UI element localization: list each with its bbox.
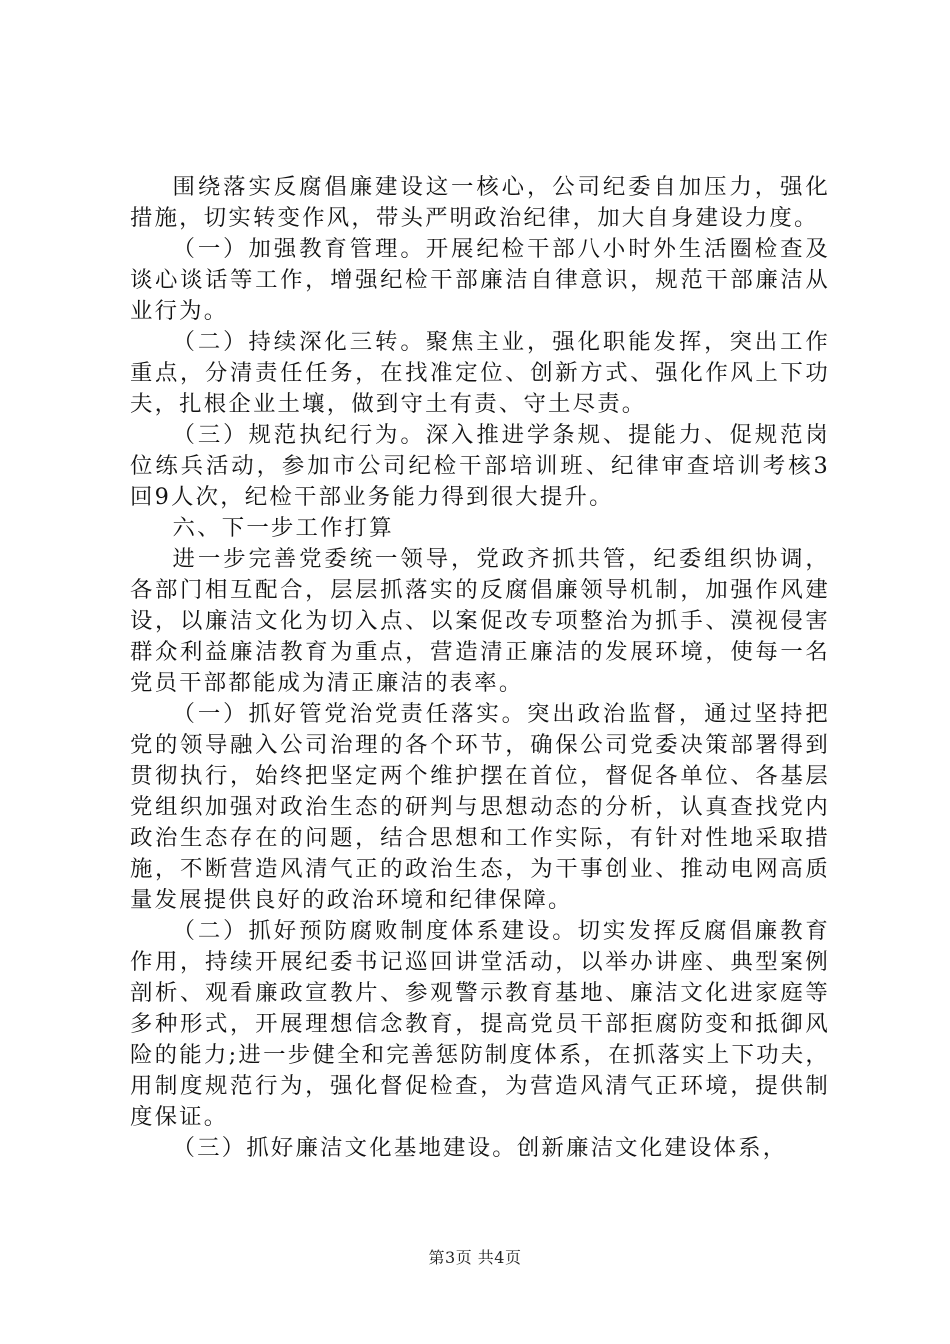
paragraph-three-transformations: （二）持续深化三转。聚焦主业，强化职能发挥，突出工作重点，分清责任任务，在找准定位、创新方式、强化作风上下功夫，扎根企业土壤，做到守土有责、守土尽责。 bbox=[130, 329, 830, 417]
document-body bbox=[130, 172, 830, 1164]
paragraph-intro: 围绕落实反腐倡廉建设这一核心，公司纪委自加压力，强化措施，切实转变作风，带头严明政治纪律，加大自身建设力度。 bbox=[130, 174, 830, 231]
paragraph-party-responsibility: （一）抓好管党治党责任落实。突出政治监督，通过坚持把党的领导融入公司治理的各个环节，确保公司党委决策部署得到贯彻执行，始终把坚定两个维护摆在首位，督促各单位、各基层党组织加强对政治生态的研判与思想动态的分析，认真查找党内政治生态存在的问题，结合思想和工作实际，有针对性地采取措施，不断营造风清气正的政治生态，为干事创业、推动电网高质量发展提供良好的政治环境和纪律保障。 bbox=[130, 701, 830, 913]
page-number-footer: 第3页 共4页 bbox=[428, 1248, 522, 1267]
paragraph-education-management: （一）加强教育管理。开展纪检干部八小时外生活圈检查及谈心谈话等工作，增强纪检干部廉洁自律意识，规范干部廉洁从业行为。 bbox=[130, 236, 830, 324]
paragraph-integrity-culture: （三）抓好廉洁文化基地建设。创新廉洁文化建设体系， bbox=[172, 1135, 788, 1161]
paragraph-discipline-conduct: （三）规范执纪行为。深入推进学条规、提能力、促规范岗位练兵活动，参加市公司纪检干部培训班、纪律审查培训考核3回9人次，纪检干部业务能力得到很大提升。 bbox=[130, 422, 830, 510]
paragraph-next-steps-overview: 进一步完善党委统一领导，党政齐抓共管，纪委组织协调，各部门相互配合，层层抓落实的反腐倡廉领导机制，加强作风建设，以廉洁文化为切入点、以案促改专项整治为抓手、漠视侵害群众利益廉洁教育为重点，营造清正廉洁的发展环境，使每一名党员干部都能成为清正廉洁的表率。 bbox=[130, 546, 830, 696]
section-heading-next-steps: 六、下一步工作打算 bbox=[172, 515, 394, 541]
paragraph-prevention-system: （二）抓好预防腐败制度体系建设。切实发挥反腐倡廉教育作用，持续开展纪委书记巡回讲堂活动，以举办讲座、典型案例剖析、观看廉政宣教片、参观警示教育基地、廉洁文化进家庭等多种形式，开展理想信念教育，提高党员干部拒腐防变和抵御风险的能力;进一步健全和完善惩防制度体系，在抓落实上下功夫，用制度规范行为，强化督促检查，为营造风清气正环境，提供制度保证。 bbox=[130, 918, 830, 1130]
